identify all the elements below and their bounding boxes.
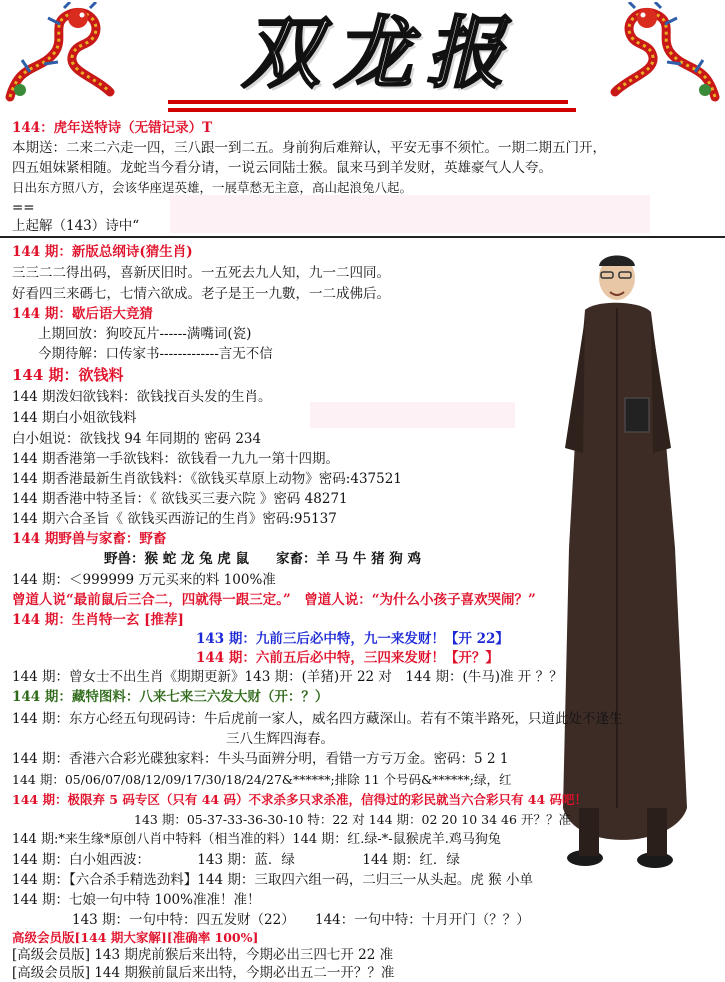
tip-line: 144 期：05/06/07/08/12/09/17/30/18/24/27&******;排除 11 个号码&******;绿，红 [12,772,512,787]
tip-line: 144 期香港第一手欲钱料：欲钱看一九九一第十四期。 [12,451,340,467]
section-heading: 144 期：生肖特一玄 [推荐] [12,612,184,628]
riddle-line: 上期回放：狗咬瓦片------满嘴词(瓷) [38,326,252,342]
tip-line: 143 期：一句中特：四五发财（22） 144：一句中特：十月开门（？？） [72,912,530,928]
tip-line: 144 期白小姐欲钱料 [12,410,137,426]
zodiac-groups: 野兽：猴 蛇 龙 兔 虎 鼠 家畜：羊 马 牛 猪 狗 鸡 [104,551,421,567]
tip-line: 三八生辉四海春。 [226,731,334,747]
result-line: 143 期：九前三后必中特，九一来发财！【开 22】 [196,631,509,647]
tip-line: 144 期：东方心经五句现码诗：牛后虎前一家人，威名四方藏深山。若有不策半路死，只道此处不逢生 [12,711,623,727]
tip-line: 144 期香港中特圣旨：《 欲钱买三妻六院 》密码 48271 [12,491,348,507]
man-portrait-icon [555,248,705,878]
member-line: [高级会员版] 144 期猴前鼠后来出特，今期必出五二一开？？准 [12,965,395,981]
riddle-line: 今期待解：口传家书-------------言无不信 [38,346,273,362]
section-heading: 高级会员版[144 期大家解][准确率 100%] [12,930,259,945]
tip-line: 144 期：白小姐西波： 143 期：蓝．绿 144 期：红．绿 [12,852,460,868]
tip-line: 144 期六合圣旨《 欲钱买西游记的生肖》密码:95137 [12,511,337,527]
prediction-line: 144 期：六前五后必中特，三四来发财！【开？】 [196,650,499,666]
poem-line: 好看四三来碼七，七情六欲成。老子是王一九數，一二成佛后。 [12,286,390,302]
poem-line: 三三二二得出码，喜新厌旧时。一五死去九人知，九一二四同。 [12,265,390,281]
title-rule-bottom [168,108,576,112]
tip-line: 144 期香港最新生肖欲钱料：《欲钱买草原上动物》密码:437521 [12,471,402,487]
member-line: [高级会员版] 143 期虎前猴后来出特，今期必出三四七开 22 准 [12,947,394,963]
separator-mark: == [12,200,35,216]
tip-line: 144 期：曾女士不出生肖《期期更新》143 期：(羊猪)开 22 对 144 期：(牛马)准 开 ？？ [12,669,563,685]
tip-line: 144 期：七娘一句中特 100%准准！准！ [12,892,261,908]
tip-line: 143 期：05-37-33-36-30-10 特：22 对 144 期：02 20 10 34 46 开？？准 [134,812,571,827]
section-heading: 144 期：欲钱料 [12,366,124,384]
tip-line: 144 期：【六合杀手精选劲料】144 期：三取四六组一码，二归三一从头起。虎 猴 小单 [12,872,533,888]
tip-line: 白小姐说：欲钱找 94 年同期的 密码 234 [12,431,262,447]
poem-title: 144：虎年送特诗（无错记录）T [12,120,213,136]
section-heading: 144 期野兽与家畜：野畜 [12,531,167,547]
poem-line: 四五姐妹紧相随。龙蛇当今看分请，一说云同陆士猴。鼠来马到羊发财，英雄豪气人人夸。 [12,160,552,176]
tip-line: 144 期：香港六合彩光碟独家料：牛头马面辨分明，看错一方亏万金。密码：5 2 1 [12,751,509,767]
dragon-right-icon [595,2,725,110]
section-divider [0,236,725,238]
tip-line: 144 期:*来生缘*原创八肖中特料（相当准的料）144 期：红.绿-*-鼠猴虎羊.鸡马狗兔 [12,832,501,847]
quote-line: 曾道人说“最前鼠后三合二，四就得一跟三定。” 曾道人说：“为什么小孩子喜欢哭闹？” [12,592,536,608]
highlight-box [170,195,650,233]
section-heading: 144 期：藏特图料：八来七来三六发大财（开：？） [12,689,329,705]
previous-solution: 上起解（143）诗中“ [12,218,140,234]
poem-line: 日出东方照八方，会该华座逞英雄，一展草愁无主意，高山起浪兔八起。 [12,180,413,195]
tip-line: 144 期泼妇欲钱料：欲钱找百头发的生肖。 [12,389,272,405]
tip-line: 144 期：＜999999 万元买来的料 100%准 [12,572,276,588]
section-heading: 144 期：极限弃 5 码专区（只有 44 码）不求杀多只求杀准，信得过的彩民就当六合彩只有 44 码吧！ [12,792,588,807]
section-heading: 144 期：新版总纲诗(猜生肖) [12,244,193,260]
section-heading: 144 期：歇后语大竞猜 [12,306,153,322]
title-rule-top [168,100,568,104]
highlight-box [310,402,515,428]
dragon-left-icon [0,2,130,110]
page-title: 双龙报 [241,8,518,99]
poem-line: 本期送：二来二六走一四，三八跟一到二五。身前狗后难辩认，平安无事不须忙。一期二期五门开， [12,140,606,156]
